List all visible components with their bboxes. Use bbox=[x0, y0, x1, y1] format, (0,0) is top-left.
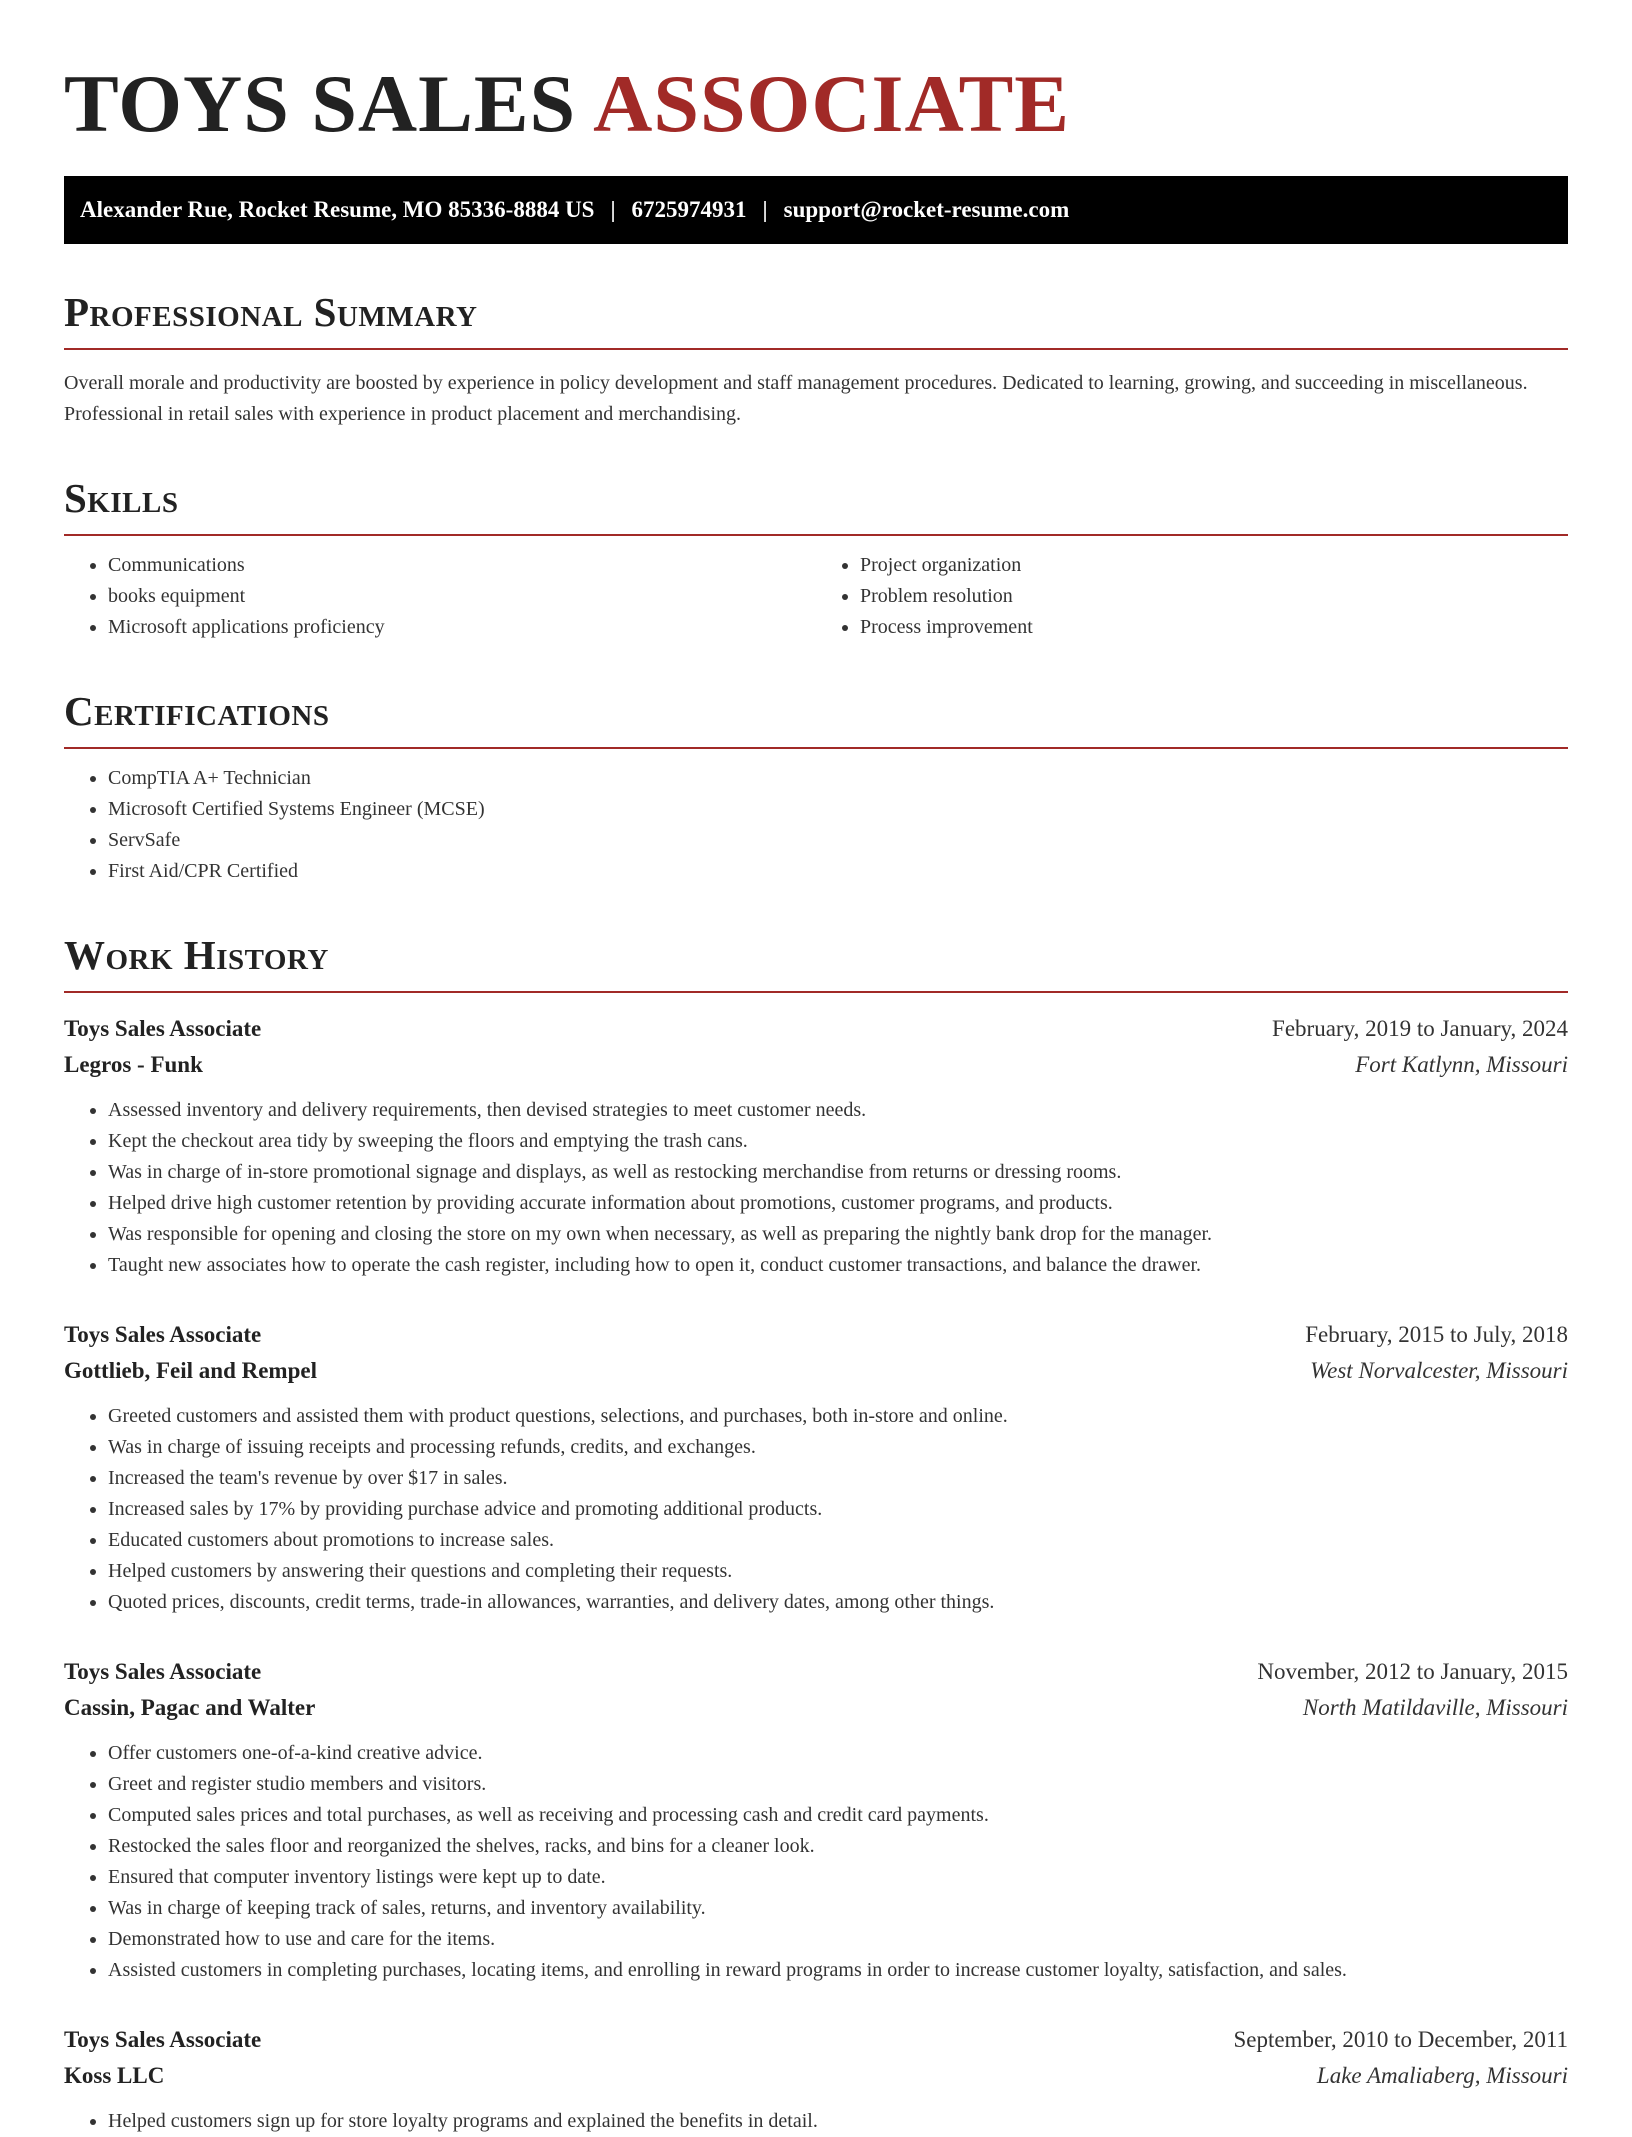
certifications-heading: Certifications bbox=[64, 687, 1568, 749]
job-dates: September, 2010 to December, 2011 bbox=[1233, 2027, 1568, 2052]
job-bullets bbox=[64, 1738, 1568, 1986]
job-company-row bbox=[64, 2058, 1568, 2094]
job-bullet: • Educated customers about promotions to increase sales. bbox=[108, 1525, 1568, 1556]
job-bullet: • Restocked the sales floor and reorganized the shelves, racks, and bins for a cleaner look. bbox=[108, 1831, 1568, 1862]
job-entry bbox=[64, 2022, 1568, 2137]
job-location: Fort Katlynn, Missouri bbox=[1355, 1052, 1568, 1077]
job-dates: February, 2015 to July, 2018 bbox=[1305, 1322, 1568, 1347]
job-location: West Norvalcester, Missouri bbox=[1310, 1358, 1568, 1383]
job-bullet: • Offer customers one-of-a-kind creative advice. bbox=[108, 1738, 1568, 1769]
contact-bar bbox=[64, 176, 1568, 244]
job-title: Toys Sales Associate bbox=[64, 1659, 262, 1684]
job-bullets bbox=[64, 2106, 1568, 2137]
skills-list-right bbox=[816, 550, 1568, 643]
summary-text: Overall morale and productivity are boosted by experience in policy development and staff management procedures. Dedicated to learning, growing, and succeeding in miscellaneous. Professional in retail sales with experience in product placement and merchandising. bbox=[64, 372, 1528, 425]
skills-section bbox=[64, 474, 1568, 643]
summary-heading: Professional Summary bbox=[64, 288, 1568, 350]
job-bullets bbox=[64, 1095, 1568, 1281]
job-company: Cassin, Pagac and Walter bbox=[64, 1695, 316, 1720]
job-header-row bbox=[64, 1011, 1568, 1047]
job-title: Toys Sales Associate bbox=[64, 1016, 262, 1041]
certification-item: • First Aid/CPR Certified bbox=[108, 856, 1568, 887]
job-bullet: • Helped drive high customer retention by providing accurate information about promotions, customer programs, and products. bbox=[108, 1188, 1568, 1219]
skills-grid bbox=[64, 536, 1568, 643]
job-title: Toys Sales Associate bbox=[64, 1322, 262, 1347]
job-bullet: • Kept the checkout area tidy by sweeping the floors and emptying the trash cans. bbox=[108, 1126, 1568, 1157]
job-bullet: • Was responsible for opening and closing the store on my own when necessary, as well as preparing the nightly bank drop for the manager. bbox=[108, 1219, 1568, 1250]
contact-separator: | bbox=[610, 197, 616, 222]
certification-item: • Microsoft Certified Systems Engineer (MCSE) bbox=[108, 794, 1568, 825]
job-company-row bbox=[64, 1047, 1568, 1083]
job-entry bbox=[64, 1654, 1568, 1986]
job-bullet: • Increased sales by 17% by providing purchase advice and promoting additional products. bbox=[108, 1494, 1568, 1525]
job-entry bbox=[64, 1317, 1568, 1618]
skill-item: • books equipment bbox=[108, 581, 816, 612]
contact-address: Alexander Rue, Rocket Resume, MO 85336-8884 US bbox=[80, 197, 595, 222]
skill-item: • Microsoft applications proficiency bbox=[108, 612, 816, 643]
skills-heading: Skills bbox=[64, 474, 1568, 536]
job-bullet: • Ensured that computer inventory listings were kept up to date. bbox=[108, 1862, 1568, 1893]
job-bullet: • Was in charge of in-store promotional signage and displays, as well as restocking merchandise from returns or dressing rooms. bbox=[108, 1157, 1568, 1188]
job-title: Toys Sales Associate bbox=[64, 2027, 262, 2052]
summary-section bbox=[64, 288, 1568, 430]
skill-item: • Problem resolution bbox=[860, 581, 1568, 612]
work-history-heading: Work History bbox=[64, 931, 1568, 993]
title-accent: ASSOCIATE bbox=[593, 58, 1070, 149]
contact-separator: | bbox=[762, 197, 768, 222]
job-bullet: • Assisted customers in completing purchases, locating items, and enrolling in reward programs in order to increase customer loyalty, satisfaction, and sales. bbox=[108, 1955, 1568, 1986]
contact-email[interactable]: support@rocket-resume.com bbox=[783, 197, 1070, 222]
skill-item: • Project organization bbox=[860, 550, 1568, 581]
job-bullet: • Computed sales prices and total purchases, as well as receiving and processing cash and credit card payments. bbox=[108, 1800, 1568, 1831]
job-bullet: • Demonstrated how to use and care for the items. bbox=[108, 1924, 1568, 1955]
job-bullet: • Was in charge of keeping track of sales, returns, and inventory availability. bbox=[108, 1893, 1568, 1924]
skill-item: • Communications bbox=[108, 550, 816, 581]
job-company-row bbox=[64, 1690, 1568, 1726]
job-bullet: • Was in charge of issuing receipts and processing refunds, credits, and exchanges. bbox=[108, 1432, 1568, 1463]
job-company-row bbox=[64, 1353, 1568, 1389]
job-header-row bbox=[64, 2022, 1568, 2058]
skill-item: • Process improvement bbox=[860, 612, 1568, 643]
certification-item: • ServSafe bbox=[108, 825, 1568, 856]
certifications-list bbox=[64, 763, 1568, 887]
job-header-row bbox=[64, 1654, 1568, 1690]
job-bullet: • Helped customers by answering their questions and completing their requests. bbox=[108, 1556, 1568, 1587]
job-bullet: • Helped customers sign up for store loyalty programs and explained the benefits in detail. bbox=[108, 2106, 1568, 2137]
resume-title bbox=[64, 0, 1568, 152]
job-entry bbox=[64, 1011, 1568, 1281]
job-bullet: • Quoted prices, discounts, credit terms, trade-in allowances, warranties, and delivery dates, among other things. bbox=[108, 1587, 1568, 1618]
job-dates: November, 2012 to January, 2015 bbox=[1257, 1659, 1568, 1684]
job-dates: February, 2019 to January, 2024 bbox=[1272, 1016, 1568, 1041]
work-history-section bbox=[64, 931, 1568, 2137]
job-company: Legros - Funk bbox=[64, 1052, 203, 1077]
job-bullet: • Assessed inventory and delivery requirements, then devised strategies to meet customer needs. bbox=[108, 1095, 1568, 1126]
job-bullet: • Increased the team's revenue by over $17 in sales. bbox=[108, 1463, 1568, 1494]
job-company: Gottlieb, Feil and Rempel bbox=[64, 1358, 317, 1383]
job-header-row bbox=[64, 1317, 1568, 1353]
contact-phone: 6725974931 bbox=[631, 197, 747, 222]
job-bullet: • Greeted customers and assisted them with product questions, selections, and purchases, both in-store and online. bbox=[108, 1401, 1568, 1432]
certifications-section bbox=[64, 687, 1568, 887]
job-location: Lake Amaliaberg, Missouri bbox=[1316, 2063, 1568, 2088]
job-bullet: • Greet and register studio members and visitors. bbox=[108, 1769, 1568, 1800]
certification-item: • CompTIA A+ Technician bbox=[108, 763, 1568, 794]
job-company: Koss LLC bbox=[64, 2063, 165, 2088]
job-bullets bbox=[64, 1401, 1568, 1618]
job-bullet: • Taught new associates how to operate the cash register, including how to open it, conduct customer transactions, and balance the drawer. bbox=[108, 1250, 1568, 1281]
skills-list-left bbox=[64, 550, 816, 643]
job-location: North Matildaville, Missouri bbox=[1302, 1695, 1568, 1720]
title-main: TOYS SALES bbox=[64, 58, 577, 149]
